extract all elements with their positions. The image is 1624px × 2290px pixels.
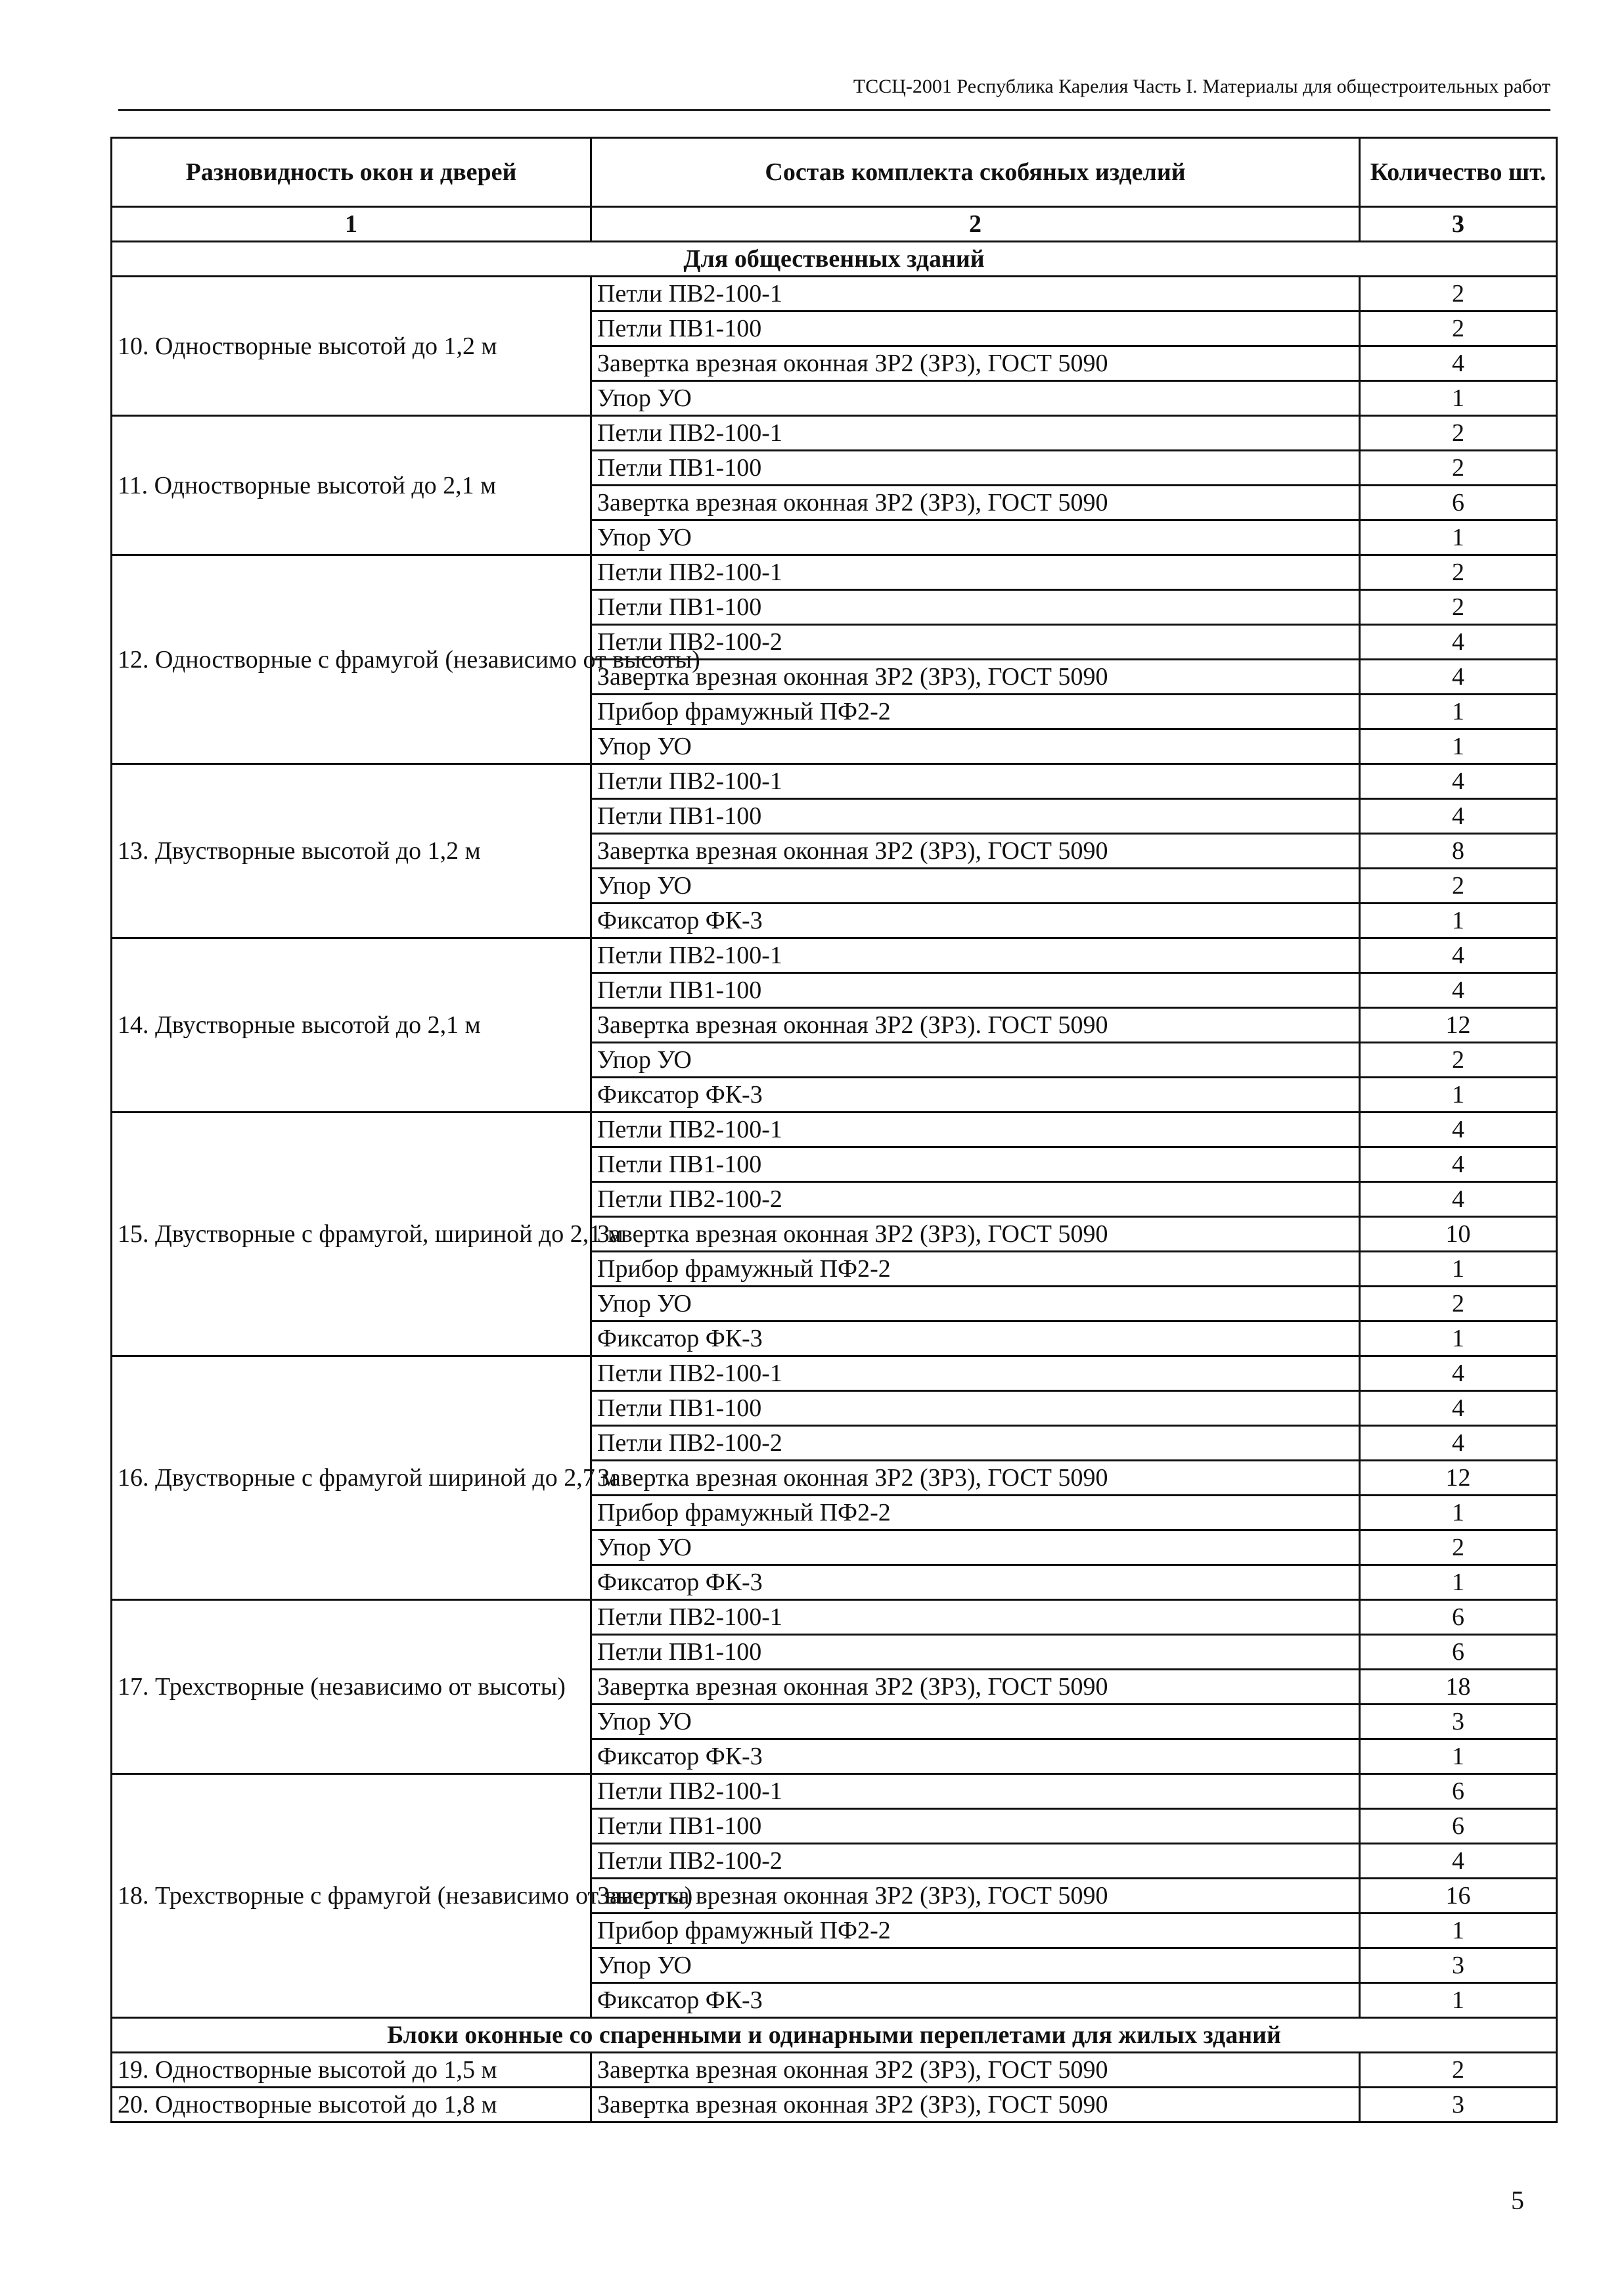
hardware-item: Завертка врезная оконная ЗР2 (ЗР3). ГОСТ 5090 <box>591 1008 1360 1043</box>
hardware-item: Фиксатор ФК-3 <box>591 1983 1360 2018</box>
hardware-item: Петли ПВ1-100 <box>591 451 1360 486</box>
hardware-item: Упор УО <box>591 729 1360 764</box>
hardware-item: Петли ПВ2-100-2 <box>591 1426 1360 1461</box>
hardware-item: Упор УО <box>591 1043 1360 1078</box>
page-number: 5 <box>1511 2186 1524 2215</box>
hardware-quantity: 4 <box>1360 973 1557 1008</box>
table-row <box>112 1356 1557 1391</box>
hardware-quantity: 3 <box>1360 1705 1557 1739</box>
hardware-quantity: 1 <box>1360 729 1557 764</box>
hardware-quantity: 3 <box>1360 1948 1557 1983</box>
table-row <box>112 277 1557 311</box>
hardware-quantity: 1 <box>1360 1252 1557 1287</box>
hardware-quantity: 6 <box>1360 486 1557 520</box>
hardware-quantity: 2 <box>1360 1043 1557 1078</box>
window-door-kind: 19. Одностворные высотой до 1,5 м <box>112 2053 591 2088</box>
hardware-item: Завертка врезная оконная ЗР2 (ЗР3), ГОСТ 5090 <box>591 346 1360 381</box>
hardware-quantity: 6 <box>1360 1809 1557 1844</box>
hardware-item: Петли ПВ1-100 <box>591 799 1360 834</box>
hardware-item: Петли ПВ2-100-1 <box>591 1112 1360 1147</box>
hardware-quantity: 4 <box>1360 1147 1557 1182</box>
hardware-quantity: 1 <box>1360 1496 1557 1530</box>
hardware-item: Петли ПВ1-100 <box>591 1147 1360 1182</box>
hardware-item: Завертка врезная оконная ЗР2 (ЗР3), ГОСТ 5090 <box>591 1670 1360 1705</box>
hardware-item: Петли ПВ1-100 <box>591 973 1360 1008</box>
hardware-item: Петли ПВ2-100-1 <box>591 555 1360 590</box>
hardware-quantity: 1 <box>1360 1739 1557 1774</box>
hardware-quantity: 4 <box>1360 799 1557 834</box>
hardware-item: Петли ПВ2-100-1 <box>591 938 1360 973</box>
header-rule <box>118 109 1550 111</box>
hardware-item: Прибор фрамужный ПФ2-2 <box>591 695 1360 729</box>
hardware-quantity: 2 <box>1360 416 1557 451</box>
table-number-row <box>112 207 1557 242</box>
hardware-item: Петли ПВ2-100-2 <box>591 625 1360 660</box>
hardware-item: Завертка врезная оконная ЗР2 (ЗР3), ГОСТ 5090 <box>591 2088 1360 2122</box>
hardware-quantity: 6 <box>1360 1600 1557 1635</box>
hardware-item: Петли ПВ2-100-1 <box>591 1600 1360 1635</box>
hardware-item: Петли ПВ1-100 <box>591 1391 1360 1426</box>
table-header-row <box>112 138 1557 207</box>
hardware-quantity: 12 <box>1360 1008 1557 1043</box>
hardware-item: Петли ПВ1-100 <box>591 590 1360 625</box>
window-door-kind: 16. Двустворные с фрамугой шириной до 2,7 м <box>112 1356 591 1600</box>
hardware-item: Петли ПВ1-100 <box>591 311 1360 346</box>
hardware-quantity: 1 <box>1360 1913 1557 1948</box>
hardware-quantity: 2 <box>1360 869 1557 904</box>
table-row <box>112 938 1557 973</box>
hardware-item: Упор УО <box>591 1948 1360 1983</box>
hardware-item: Завертка врезная оконная ЗР2 (ЗР3), ГОСТ 5090 <box>591 834 1360 869</box>
table-row <box>112 1774 1557 1809</box>
window-door-kind: 20. Одностворные высотой до 1,8 м <box>112 2088 591 2122</box>
hardware-quantity: 2 <box>1360 2053 1557 2088</box>
hardware-quantity: 8 <box>1360 834 1557 869</box>
hardware-quantity: 4 <box>1360 1391 1557 1426</box>
hardware-quantity: 4 <box>1360 346 1557 381</box>
column-number-2: 2 <box>591 207 1360 242</box>
section-row <box>112 2018 1557 2053</box>
table-row <box>112 555 1557 590</box>
hardware-item: Фиксатор ФК-3 <box>591 1078 1360 1112</box>
hardware-quantity: 2 <box>1360 1287 1557 1321</box>
hardware-quantity: 4 <box>1360 764 1557 799</box>
table-row <box>112 2088 1557 2122</box>
hardware-item: Упор УО <box>591 1530 1360 1565</box>
hardware-item: Завертка врезная оконная ЗР2 (ЗР3), ГОСТ 5090 <box>591 1879 1360 1913</box>
hardware-quantity: 3 <box>1360 2088 1557 2122</box>
hardware-quantity: 2 <box>1360 555 1557 590</box>
hardware-item: Фиксатор ФК-3 <box>591 904 1360 938</box>
hardware-quantity: 2 <box>1360 1530 1557 1565</box>
section-row <box>112 242 1557 277</box>
hardware-quantity: 4 <box>1360 1112 1557 1147</box>
window-door-kind: 11. Одностворные высотой до 2,1 м <box>112 416 591 555</box>
hardware-item: Прибор фрамужный ПФ2-2 <box>591 1913 1360 1948</box>
section-title: Для общественных зданий <box>112 242 1557 277</box>
hardware-item: Петли ПВ2-100-1 <box>591 1356 1360 1391</box>
hardware-quantity: 4 <box>1360 1426 1557 1461</box>
table-row <box>112 2053 1557 2088</box>
table-row <box>112 416 1557 451</box>
column-header-composition: Состав комплекта скобяных изделий <box>591 138 1360 207</box>
hardware-quantity: 1 <box>1360 904 1557 938</box>
window-door-kind: 17. Трехстворные (независимо от высоты) <box>112 1600 591 1774</box>
hardware-quantity: 1 <box>1360 1983 1557 2018</box>
hardware-item: Упор УО <box>591 1287 1360 1321</box>
table-row <box>112 1112 1557 1147</box>
hardware-item: Петли ПВ2-100-2 <box>591 1844 1360 1879</box>
hardware-quantity: 10 <box>1360 1217 1557 1252</box>
column-number-1: 1 <box>112 207 591 242</box>
hardware-item: Прибор фрамужный ПФ2-2 <box>591 1496 1360 1530</box>
hardware-item: Завертка врезная оконная ЗР2 (ЗР3), ГОСТ 5090 <box>591 486 1360 520</box>
hardware-quantity: 1 <box>1360 695 1557 729</box>
hardware-quantity: 2 <box>1360 277 1557 311</box>
hardware-item: Петли ПВ1-100 <box>591 1809 1360 1844</box>
hardware-quantity: 1 <box>1360 520 1557 555</box>
hardware-item: Завертка врезная оконная ЗР2 (ЗР3), ГОСТ 5090 <box>591 1461 1360 1496</box>
hardware-item: Завертка врезная оконная ЗР2 (ЗР3), ГОСТ 5090 <box>591 660 1360 695</box>
hardware-quantity: 6 <box>1360 1774 1557 1809</box>
window-door-kind: 18. Трехстворные с фрамугой (независимо от высоты) <box>112 1774 591 2018</box>
section-title: Блоки оконные со спаренными и одинарными переплетами для жилых зданий <box>112 2018 1557 2053</box>
hardware-quantity: 6 <box>1360 1635 1557 1670</box>
hardware-item: Фиксатор ФК-3 <box>591 1739 1360 1774</box>
window-door-kind: 15. Двустворные с фрамугой, шириной до 2,1 м <box>112 1112 591 1356</box>
column-header-quantity: Количество шт. <box>1360 138 1557 207</box>
hardware-quantity: 2 <box>1360 311 1557 346</box>
hardware-item: Петли ПВ1-100 <box>591 1635 1360 1670</box>
hardware-quantity: 2 <box>1360 451 1557 486</box>
hardware-item: Упор УО <box>591 869 1360 904</box>
window-door-kind: 12. Одностворные с фрамугой (независимо от высоты) <box>112 555 591 764</box>
hardware-quantity: 16 <box>1360 1879 1557 1913</box>
window-door-kind: 13. Двустворные высотой до 1,2 м <box>112 764 591 938</box>
hardware-item: Упор УО <box>591 520 1360 555</box>
hardware-quantity: 4 <box>1360 660 1557 695</box>
table-body <box>112 242 1557 2122</box>
hardware-item: Петли ПВ2-100-1 <box>591 1774 1360 1809</box>
hardware-quantity: 18 <box>1360 1670 1557 1705</box>
hardware-quantity: 4 <box>1360 938 1557 973</box>
hardware-item: Петли ПВ2-100-1 <box>591 277 1360 311</box>
hardware-item: Упор УО <box>591 1705 1360 1739</box>
hardware-item: Фиксатор ФК-3 <box>591 1321 1360 1356</box>
window-door-kind: 14. Двустворные высотой до 2,1 м <box>112 938 591 1112</box>
hardware-quantity: 1 <box>1360 1321 1557 1356</box>
table-row <box>112 1600 1557 1635</box>
hardware-item: Петли ПВ2-100-2 <box>591 1182 1360 1217</box>
hardware-quantity: 1 <box>1360 1565 1557 1600</box>
hardware-item: Петли ПВ2-100-1 <box>591 416 1360 451</box>
hardware-quantity: 12 <box>1360 1461 1557 1496</box>
hardware-quantity: 4 <box>1360 1182 1557 1217</box>
hardware-quantity: 4 <box>1360 1844 1557 1879</box>
hardware-item: Фиксатор ФК-3 <box>591 1565 1360 1600</box>
hardware-quantity: 1 <box>1360 1078 1557 1112</box>
hardware-quantity: 2 <box>1360 590 1557 625</box>
column-number-3: 3 <box>1360 207 1557 242</box>
hardware-item: Упор УО <box>591 381 1360 416</box>
window-door-kind: 10. Одностворные высотой до 1,2 м <box>112 277 591 416</box>
table-row <box>112 764 1557 799</box>
hardware-item: Прибор фрамужный ПФ2-2 <box>591 1252 1360 1287</box>
hardware-quantity: 4 <box>1360 1356 1557 1391</box>
hardware-table <box>110 137 1558 2123</box>
hardware-item: Петли ПВ2-100-1 <box>591 764 1360 799</box>
column-header-kind: Разновидность окон и дверей <box>112 138 591 207</box>
running-header: ТССЦ-2001 Республика Карелия Часть I. Материалы для общестроительных работ <box>853 76 1550 97</box>
hardware-item: Завертка врезная оконная ЗР2 (ЗР3), ГОСТ 5090 <box>591 2053 1360 2088</box>
hardware-item: Завертка врезная оконная ЗР2 (ЗР3), ГОСТ 5090 <box>591 1217 1360 1252</box>
hardware-quantity: 4 <box>1360 625 1557 660</box>
hardware-quantity: 1 <box>1360 381 1557 416</box>
